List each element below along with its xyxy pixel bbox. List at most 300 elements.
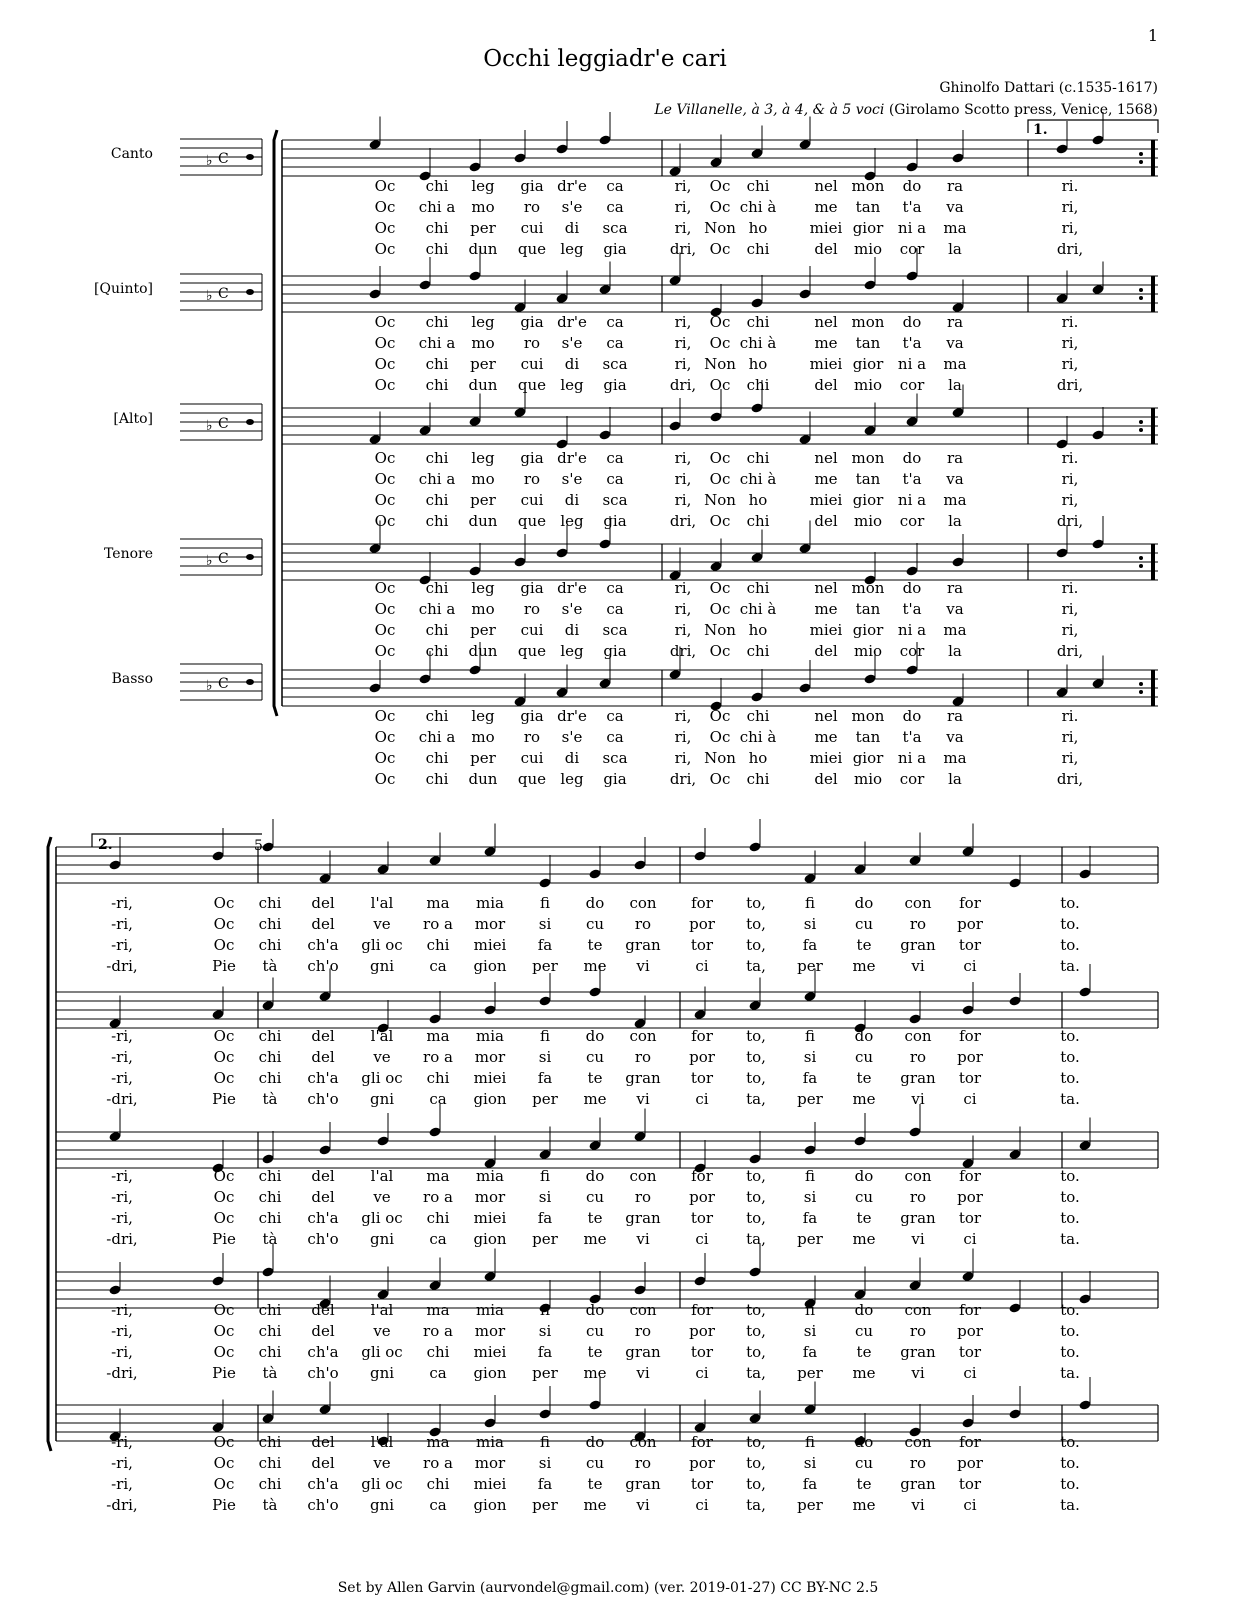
lyric-syllable: ta,: [746, 1090, 766, 1108]
incipit-note: [246, 419, 254, 425]
lyric-syllable: -ri,: [111, 1475, 133, 1493]
lyric-syllable: ro: [909, 1454, 927, 1472]
lyric-syllable: chi: [258, 1322, 282, 1340]
lyric-syllable: chi: [426, 1069, 450, 1087]
lyric-syllable: cui: [520, 355, 544, 373]
lyric-syllable: miei: [809, 749, 843, 767]
lyric-syllable: si: [803, 915, 817, 933]
lyric-syllable: for: [691, 1433, 713, 1451]
lyric-syllable: fi: [539, 1433, 551, 1451]
lyric-syllable: Oc: [213, 894, 235, 912]
voice-label: [Quinto]: [94, 281, 153, 297]
lyric-syllable: cui: [520, 621, 544, 639]
lyric-syllable: gia: [603, 376, 627, 394]
lyric-syllable: chi: [258, 894, 282, 912]
lyric-syllable: si: [538, 1048, 552, 1066]
lyric-syllable: Oc: [374, 707, 396, 725]
lyric-syllable: la: [948, 770, 962, 788]
lyric-syllable: dr'e: [557, 579, 587, 597]
repeat-dot: [1139, 288, 1143, 292]
lyric-syllable: dri,: [1056, 240, 1084, 258]
lyric-syllable: ci: [695, 1364, 709, 1382]
lyric-syllable: chi: [258, 1069, 282, 1087]
lyric-syllable: ri,: [1061, 198, 1079, 216]
lyric-syllable: tor: [690, 1343, 714, 1361]
lyric-syllable: per: [532, 1230, 558, 1248]
lyric-syllable: to.: [1060, 1167, 1080, 1185]
lyric-syllable: miei: [809, 219, 843, 237]
lyric-syllable: ri.: [1061, 449, 1079, 467]
lyric-syllable: fi: [804, 1167, 816, 1185]
lyric-syllable: chi: [425, 376, 449, 394]
lyric-syllable: cu: [585, 1188, 605, 1206]
lyric-syllable: mon: [851, 579, 885, 597]
lyric-syllable: gia: [603, 642, 627, 660]
common-time-sign: C: [218, 551, 229, 567]
lyric-syllable: tan: [855, 198, 881, 216]
lyric-syllable: chi a: [418, 600, 456, 618]
lyric-syllable: for: [959, 1027, 981, 1045]
lyric-syllable: Oc: [374, 334, 396, 352]
lyric-syllable: ma: [943, 749, 967, 767]
lyric-syllable: sca: [602, 491, 628, 509]
first-ending-label: 1.: [1033, 122, 1048, 138]
flat-sign: ♭: [206, 553, 213, 569]
lyric-syllable: to,: [746, 1188, 766, 1206]
lyric-syllable: gia: [603, 512, 627, 530]
lyric-syllable: si: [803, 1188, 817, 1206]
lyric-syllable: ro: [634, 1322, 652, 1340]
lyric-syllable: Oc: [213, 1301, 235, 1319]
lyric-syllable: di: [564, 219, 580, 237]
lyric-syllable: gior: [852, 219, 884, 237]
lyric-syllable: Non: [704, 749, 736, 767]
composer-credit: Ghinolfo Dattari (c.1535-1617): [939, 80, 1158, 96]
lyric-syllable: chi: [746, 579, 770, 597]
lyric-syllable: ch'a: [307, 1209, 339, 1227]
lyric-syllable: Oc: [374, 470, 396, 488]
lyric-syllable: to.: [1060, 1454, 1080, 1472]
lyric-syllable: del: [814, 642, 838, 660]
lyric-syllable: tan: [855, 470, 881, 488]
lyric-syllable: leg: [471, 707, 495, 725]
lyric-syllable: te: [587, 936, 603, 954]
lyric-syllable: ta,: [746, 1496, 766, 1514]
lyric-syllable: gni: [369, 1364, 395, 1382]
lyric-syllable: chi: [746, 642, 770, 660]
lyric-syllable: ra: [946, 177, 964, 195]
lyric-syllable: ri,: [674, 334, 692, 352]
lyric-syllable: for: [691, 1027, 713, 1045]
lyric-syllable: nel: [814, 579, 838, 597]
lyric-syllable: mo: [471, 198, 495, 216]
lyric-syllable: t'a: [902, 198, 922, 216]
lyric-syllable: ro: [909, 1322, 927, 1340]
lyric-syllable: to.: [1060, 1027, 1080, 1045]
lyric-syllable: del: [311, 1301, 335, 1319]
lyric-syllable: ro: [523, 198, 541, 216]
incipit-note: [246, 289, 254, 295]
lyric-syllable: -ri,: [111, 1048, 133, 1066]
lyric-syllable: ro a: [423, 1188, 453, 1206]
lyric-syllable: ma: [943, 219, 967, 237]
lyric-syllable: ca: [429, 1230, 447, 1248]
lyric-syllable: ma: [426, 1167, 450, 1185]
lyric-syllable: del: [814, 770, 838, 788]
lyric-syllable: to,: [746, 1433, 766, 1451]
lyric-syllable: Oc: [374, 491, 396, 509]
lyric-syllable: chi: [746, 177, 770, 195]
lyric-syllable: mio: [853, 770, 883, 788]
lyric-syllable: gran: [900, 1343, 936, 1361]
lyric-syllable: cu: [585, 1322, 605, 1340]
lyric-syllable: Oc: [213, 1069, 235, 1087]
lyric-syllable: to,: [746, 894, 766, 912]
lyric-syllable: te: [587, 1343, 603, 1361]
lyric-syllable: gran: [900, 1209, 936, 1227]
lyric-syllable: Non: [704, 491, 736, 509]
lyric-syllable: ri,: [1061, 355, 1079, 373]
lyric-syllable: gia: [520, 313, 544, 331]
lyric-syllable: Oc: [374, 512, 396, 530]
lyric-syllable: ve: [373, 1048, 391, 1066]
lyric-syllable: del: [814, 512, 838, 530]
lyric-syllable: ro: [634, 915, 652, 933]
lyric-syllable: ta,: [746, 957, 766, 975]
lyric-syllable: miei: [473, 1209, 507, 1227]
lyric-syllable: por: [689, 1322, 715, 1340]
lyric-syllable: ri,: [674, 470, 692, 488]
lyric-syllable: ri,: [1061, 600, 1079, 618]
lyric-syllable: mo: [471, 728, 495, 746]
lyric-syllable: ma: [426, 1433, 450, 1451]
lyric-syllable: to.: [1060, 1301, 1080, 1319]
lyric-syllable: gran: [900, 1475, 936, 1493]
lyric-syllable: me: [814, 470, 838, 488]
lyric-syllable: del: [311, 1167, 335, 1185]
lyric-syllable: chi: [258, 1433, 282, 1451]
lyric-syllable: per: [532, 1364, 558, 1382]
lyric-syllable: ci: [963, 1496, 977, 1514]
lyric-syllable: cui: [520, 219, 544, 237]
lyric-syllable: te: [856, 1475, 872, 1493]
lyric-syllable: ra: [946, 313, 964, 331]
lyric-syllable: ch'a: [307, 1343, 339, 1361]
lyric-syllable: vi: [911, 1090, 925, 1108]
lyric-syllable: chi: [425, 313, 449, 331]
lyric-syllable: leg: [560, 376, 584, 394]
lyric-syllable: ta.: [1060, 957, 1080, 975]
lyric-syllable: del: [311, 1322, 335, 1340]
lyric-syllable: Oc: [709, 642, 731, 660]
lyric-syllable: te: [856, 1209, 872, 1227]
lyric-syllable: ro a: [423, 1454, 453, 1472]
lyric-syllable: ma: [426, 1301, 450, 1319]
lyric-syllable: tà: [262, 957, 278, 975]
lyric-syllable: gli oc: [361, 1343, 403, 1361]
lyric-syllable: vi: [636, 957, 650, 975]
lyric-syllable: con: [629, 1433, 657, 1451]
lyric-syllable: la: [948, 512, 962, 530]
lyric-syllable: gion: [473, 1230, 507, 1248]
lyric-syllable: gran: [900, 1069, 936, 1087]
lyric-syllable: fi: [804, 1301, 816, 1319]
lyric-syllable: chi: [746, 512, 770, 530]
lyric-syllable: per: [532, 1090, 558, 1108]
lyric-syllable: cu: [854, 1188, 874, 1206]
lyric-syllable: chi à: [739, 198, 777, 216]
lyric-syllable: nel: [814, 313, 838, 331]
lyric-syllable: per: [470, 219, 496, 237]
lyric-syllable: va: [946, 334, 964, 352]
lyric-syllable: me: [583, 1364, 607, 1382]
lyric-syllable: chi: [746, 770, 770, 788]
lyric-syllable: ta,: [746, 1364, 766, 1382]
lyric-syllable: ni a: [897, 355, 927, 373]
lyric-syllable: gion: [473, 1364, 507, 1382]
lyric-syllable: cui: [520, 749, 544, 767]
lyric-syllable: fi: [804, 894, 816, 912]
lyric-syllable: mon: [851, 449, 885, 467]
lyric-syllable: ri.: [1061, 579, 1079, 597]
lyric-syllable: me: [583, 1496, 607, 1514]
lyric-syllable: Oc: [709, 579, 731, 597]
system-bracket: [274, 130, 277, 716]
lyric-syllable: ri,: [674, 313, 692, 331]
repeat-dot: [1139, 682, 1143, 686]
lyric-syllable: te: [587, 1475, 603, 1493]
lyric-syllable: ve: [373, 1188, 391, 1206]
lyric-syllable: to,: [746, 915, 766, 933]
lyric-syllable: ro: [523, 600, 541, 618]
lyric-syllable: cu: [585, 1048, 605, 1066]
lyric-syllable: vi: [911, 957, 925, 975]
lyric-syllable: Oc: [374, 355, 396, 373]
incipit-note: [246, 154, 254, 160]
lyric-syllable: Pie: [212, 1230, 236, 1248]
lyric-syllable: Pie: [212, 1090, 236, 1108]
lyric-syllable: chi: [425, 491, 449, 509]
page-number: 1: [1147, 26, 1158, 45]
lyric-syllable: va: [946, 600, 964, 618]
lyric-syllable: for: [959, 1301, 981, 1319]
lyric-syllable: -ri,: [111, 1454, 133, 1472]
lyric-syllable: ch'a: [307, 1475, 339, 1493]
lyric-syllable: ma: [426, 1027, 450, 1045]
lyric-syllable: miei: [809, 491, 843, 509]
copyright-footer: Set by Allen Garvin (aurvondel@gmail.com) (ver. 2019-01-27) CC BY-NC 2.5: [337, 1580, 879, 1596]
lyric-syllable: con: [904, 1027, 932, 1045]
lyric-syllable: -dri,: [106, 1364, 138, 1382]
lyric-syllable: me: [814, 728, 838, 746]
lyric-syllable: ca: [606, 198, 624, 216]
lyric-syllable: di: [564, 749, 580, 767]
lyric-syllable: gni: [369, 1090, 395, 1108]
lyric-syllable: nel: [814, 449, 838, 467]
lyric-syllable: dri,: [669, 376, 697, 394]
lyric-syllable: ho: [748, 491, 768, 509]
lyric-syllable: fa: [802, 1209, 818, 1227]
lyric-syllable: ch'a: [307, 1069, 339, 1087]
lyric-syllable: ro: [634, 1048, 652, 1066]
lyric-syllable: vi: [636, 1090, 650, 1108]
lyric-syllable: cor: [899, 240, 925, 258]
lyric-syllable: l'al: [370, 1167, 394, 1185]
lyric-syllable: l'al: [370, 1301, 394, 1319]
lyric-syllable: chi: [258, 1209, 282, 1227]
lyric-syllable: mor: [474, 915, 506, 933]
lyric-syllable: si: [538, 1322, 552, 1340]
lyric-syllable: -ri,: [111, 894, 133, 912]
lyric-syllable: gran: [900, 936, 936, 954]
lyric-syllable: miei: [809, 355, 843, 373]
lyric-syllable: gni: [369, 1496, 395, 1514]
common-time-sign: C: [218, 151, 229, 167]
lyric-syllable: Oc: [709, 198, 731, 216]
lyric-syllable: tà: [262, 1496, 278, 1514]
lyric-syllable: s'e: [561, 728, 583, 746]
lyric-syllable: ci: [695, 1496, 709, 1514]
lyric-syllable: l'al: [370, 894, 394, 912]
lyric-syllable: ci: [695, 957, 709, 975]
lyric-syllable: mor: [474, 1188, 506, 1206]
lyric-syllable: con: [904, 1167, 932, 1185]
lyric-syllable: Oc: [374, 642, 396, 660]
lyric-syllable: ho: [748, 749, 768, 767]
lyric-syllable: dun: [468, 240, 498, 258]
lyric-syllable: to.: [1060, 915, 1080, 933]
lyric-syllable: por: [957, 1188, 983, 1206]
lyric-syllable: Oc: [374, 313, 396, 331]
lyric-syllable: ch'a: [307, 936, 339, 954]
lyric-syllable: dun: [468, 642, 498, 660]
lyric-syllable: tor: [690, 936, 714, 954]
lyric-syllable: Oc: [213, 915, 235, 933]
lyric-syllable: ho: [748, 355, 768, 373]
lyric-syllable: fa: [802, 1343, 818, 1361]
lyric-syllable: la: [948, 376, 962, 394]
lyric-syllable: di: [564, 355, 580, 373]
lyric-syllable: gli oc: [361, 1209, 403, 1227]
lyric-syllable: chi: [258, 936, 282, 954]
lyric-syllable: ca: [606, 470, 624, 488]
lyric-syllable: to,: [746, 1322, 766, 1340]
lyric-syllable: tan: [855, 334, 881, 352]
lyric-syllable: chi: [746, 313, 770, 331]
lyric-syllable: to,: [746, 1209, 766, 1227]
lyric-syllable: ri,: [1061, 749, 1079, 767]
lyric-syllable: Oc: [374, 449, 396, 467]
lyric-syllable: ro: [523, 728, 541, 746]
lyric-syllable: chi: [258, 1301, 282, 1319]
lyric-syllable: por: [689, 1188, 715, 1206]
lyric-syllable: per: [797, 1496, 823, 1514]
lyric-syllable: vi: [636, 1496, 650, 1514]
common-time-sign: C: [218, 286, 229, 302]
lyric-syllable: con: [629, 1301, 657, 1319]
lyric-syllable: si: [803, 1322, 817, 1340]
lyric-syllable: ci: [695, 1090, 709, 1108]
lyric-syllable: te: [856, 936, 872, 954]
lyric-syllable: dri,: [1056, 642, 1084, 660]
common-time-sign: C: [218, 416, 229, 432]
lyric-syllable: sca: [602, 749, 628, 767]
lyric-syllable: si: [803, 1048, 817, 1066]
lyric-syllable: to.: [1060, 1048, 1080, 1066]
lyric-syllable: ro a: [423, 915, 453, 933]
lyric-syllable: ni a: [897, 219, 927, 237]
lyric-syllable: Oc: [213, 936, 235, 954]
lyric-syllable: del: [311, 915, 335, 933]
repeat-dot: [1139, 690, 1143, 694]
lyric-syllable: -ri,: [111, 1301, 133, 1319]
lyric-syllable: ca: [606, 334, 624, 352]
lyric-syllable: chi à: [739, 600, 777, 618]
lyric-syllable: Oc: [374, 198, 396, 216]
lyric-syllable: fa: [537, 1343, 553, 1361]
lyric-syllable: -dri,: [106, 1496, 138, 1514]
lyric-syllable: ho: [748, 219, 768, 237]
lyric-syllable: tà: [262, 1090, 278, 1108]
lyric-syllable: tà: [262, 1364, 278, 1382]
lyric-syllable: cor: [899, 376, 925, 394]
lyric-syllable: ri,: [674, 707, 692, 725]
lyric-syllable: nel: [814, 707, 838, 725]
measure-number: 5: [254, 838, 263, 854]
lyric-syllable: Oc: [213, 1188, 235, 1206]
lyric-syllable: cor: [899, 770, 925, 788]
lyric-syllable: ni a: [897, 749, 927, 767]
lyric-syllable: ca: [606, 579, 624, 597]
lyric-syllable: per: [532, 1496, 558, 1514]
lyric-syllable: gion: [473, 1090, 507, 1108]
lyric-syllable: gli oc: [361, 936, 403, 954]
lyric-syllable: tor: [958, 1069, 982, 1087]
lyric-syllable: dun: [468, 376, 498, 394]
lyric-syllable: Oc: [709, 334, 731, 352]
lyric-syllable: ve: [373, 915, 391, 933]
common-time-sign: C: [218, 676, 229, 692]
lyric-syllable: gran: [625, 1069, 661, 1087]
lyric-syllable: Oc: [709, 512, 731, 530]
lyric-syllable: Non: [704, 355, 736, 373]
lyric-syllable: mia: [476, 1027, 504, 1045]
lyric-syllable: ro: [523, 470, 541, 488]
lyric-syllable: miei: [473, 1475, 507, 1493]
lyric-syllable: la: [948, 642, 962, 660]
lyric-syllable: por: [957, 1322, 983, 1340]
lyric-syllable: dr'e: [557, 177, 587, 195]
lyric-syllable: tan: [855, 728, 881, 746]
lyric-syllable: chi: [426, 1209, 450, 1227]
lyric-syllable: Oc: [213, 1433, 235, 1451]
lyric-syllable: ra: [946, 707, 964, 725]
lyric-syllable: mia: [476, 894, 504, 912]
lyric-syllable: ro: [634, 1188, 652, 1206]
lyric-syllable: chi: [425, 770, 449, 788]
lyric-syllable: me: [583, 1230, 607, 1248]
lyric-syllable: to.: [1060, 1475, 1080, 1493]
lyric-syllable: gion: [473, 957, 507, 975]
lyric-syllable: do: [854, 1433, 874, 1451]
repeat-dot: [1139, 428, 1143, 432]
lyric-syllable: ch'o: [307, 1090, 339, 1108]
lyric-syllable: for: [959, 1167, 981, 1185]
lyric-syllable: to,: [746, 936, 766, 954]
lyric-syllable: do: [585, 1433, 605, 1451]
lyric-syllable: chi: [258, 915, 282, 933]
lyric-syllable: ri,: [674, 491, 692, 509]
